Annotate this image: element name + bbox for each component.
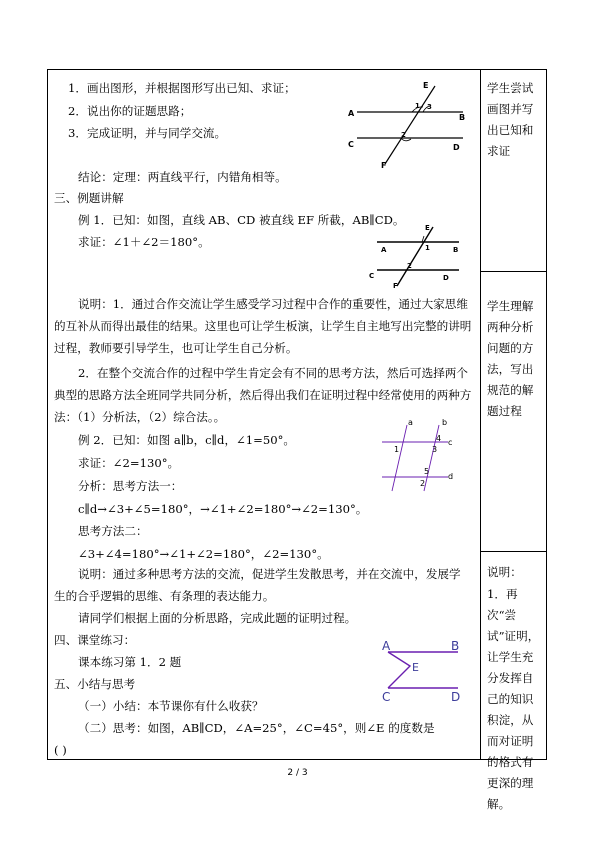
f2-label-D: D bbox=[443, 274, 449, 282]
f2-label-B: B bbox=[453, 246, 459, 254]
page-number: 2 / 3 bbox=[287, 768, 308, 778]
f2-label-A: A bbox=[381, 246, 387, 254]
conclusion: 结论：定理：两直线平行，内错角相等。 bbox=[78, 170, 287, 184]
step-3: 3．完成证明，并与同学交流。 bbox=[68, 126, 227, 140]
figure-2-parallel-lines bbox=[367, 222, 467, 290]
side-note-2: 学生理解两种分析问题的方法，写出规范的解题过程 bbox=[487, 299, 534, 418]
f4-label-C: C bbox=[382, 690, 391, 704]
figure-4-zigzag bbox=[378, 638, 463, 713]
f4-label-E: E bbox=[412, 661, 419, 674]
section-3-heading: 三、例题讲解 bbox=[54, 191, 124, 205]
f2-angle-2: 2 bbox=[407, 262, 412, 270]
f1-angle-1: 1 bbox=[415, 102, 420, 110]
f3-label-b: b bbox=[442, 418, 448, 427]
side-cell-divider-1 bbox=[480, 271, 547, 272]
f4-label-D: D bbox=[451, 690, 461, 704]
f3-angle-2: 2 bbox=[420, 479, 426, 488]
f1-label-E: E bbox=[423, 81, 429, 90]
f3-label-d: d bbox=[448, 472, 454, 481]
side-note-3-title: 说明： bbox=[487, 565, 522, 579]
example-1-prove: 求证：∠1＋∠2＝180°。 bbox=[78, 235, 210, 249]
figure-1-parallel-lines bbox=[345, 76, 470, 171]
f2-label-E: E bbox=[425, 224, 430, 232]
f4-label-A: A bbox=[382, 639, 391, 653]
section-5-heading: 五、小结与思考 bbox=[54, 677, 136, 691]
side-note-1: 学生尝试画图并写出已知和求证 bbox=[487, 81, 534, 158]
f1-label-C: C bbox=[348, 140, 354, 149]
note-3-paragraph: 说明：通过多种思考方法的交流，促进学生发散思考，并在交流中，发展学生的合乎逻辑的思维、有条理的表达能力。 bbox=[54, 567, 461, 603]
f3-angle-4: 4 bbox=[436, 434, 442, 443]
f1-label-B: B bbox=[459, 113, 466, 122]
f1-angle-2: 2 bbox=[401, 131, 406, 139]
figure-3-two-pairs-parallel bbox=[372, 415, 462, 495]
f1-label-F: F bbox=[381, 161, 387, 170]
think-question: （二）思考：如图，AB∥CD，∠A=25°，∠C=45°，则∠E 的度数是 bbox=[78, 721, 435, 735]
f2-label-F: F bbox=[393, 282, 398, 290]
example-2: 例 2．已知：如图 a∥b，c∥d，∠1=50°。 bbox=[78, 433, 295, 447]
answer-blank: ( ) bbox=[54, 743, 67, 757]
exercise: 课本练习第 1．2 题 bbox=[78, 655, 182, 669]
analysis-method-1: 分析：思考方法一： bbox=[78, 479, 183, 493]
f1-label-A: A bbox=[348, 109, 355, 118]
column-divider bbox=[480, 69, 481, 760]
f3-angle-3: 3 bbox=[432, 445, 438, 454]
side-cell-divider-2 bbox=[480, 551, 547, 552]
f1-angle-3: 3 bbox=[427, 103, 432, 111]
instruction: 请同学们根据上面的分析思路，完成此题的证明过程。 bbox=[78, 611, 357, 625]
summary-question: （一）小结：本节课你有什么收获？ bbox=[78, 699, 264, 713]
f1-label-D: D bbox=[453, 143, 460, 152]
side-note-3-body: 1．再次“尝试”证明，让学生充分发挥自己的知识积淀，从而对证明的格式有更深的理解。 bbox=[487, 587, 540, 811]
f2-label-C: C bbox=[369, 272, 375, 280]
section-4-heading: 四、课堂练习： bbox=[54, 633, 136, 647]
example-2-prove: 求证：∠2=130°。 bbox=[78, 456, 180, 470]
f3-angle-1: 1 bbox=[394, 445, 400, 454]
example-1: 例 1．已知：如图，直线 AB、CD 被直线 EF 所截，AB∥CD。 bbox=[78, 213, 405, 227]
analysis-method-2: 思考方法二： bbox=[78, 524, 148, 538]
f3-label-a: a bbox=[408, 418, 413, 427]
f4-label-B: B bbox=[451, 639, 460, 653]
step-1: 1．画出图形，并根据图形写出已知、求证； bbox=[68, 81, 296, 95]
method-1-chain: c∥d→∠3+∠5=180°，→∠1+∠2=180°→∠2=130°。 bbox=[78, 502, 368, 516]
step-2: 2．说出你的证题思路； bbox=[68, 104, 192, 118]
f2-angle-1: 1 bbox=[425, 244, 430, 252]
method-2-chain: ∠3+∠4=180°→∠1+∠2=180°，∠2=130°。 bbox=[78, 547, 329, 561]
f3-angle-5: 5 bbox=[424, 467, 430, 476]
f3-label-c: c bbox=[448, 438, 453, 447]
note-1-paragraph: 说明：1．通过合作交流让学生感受学习过程中合作的重要性，通过大家思维的互补从而得出最佳的结果。这里也可让学生板演，让学生自主地写出完整的讲明过程，教师要引导学生，也可让学生自己分析。 bbox=[54, 297, 472, 355]
note-2-paragraph: 2．在整个交流合作的过程中学生肯定会有不同的思考方法，然后可选择两个典型的思路方法全班同学共同分析，然后得出我们在证明过程中经常使用的两种方法：（1）分析法，（2）综合法。。 bbox=[54, 366, 472, 424]
